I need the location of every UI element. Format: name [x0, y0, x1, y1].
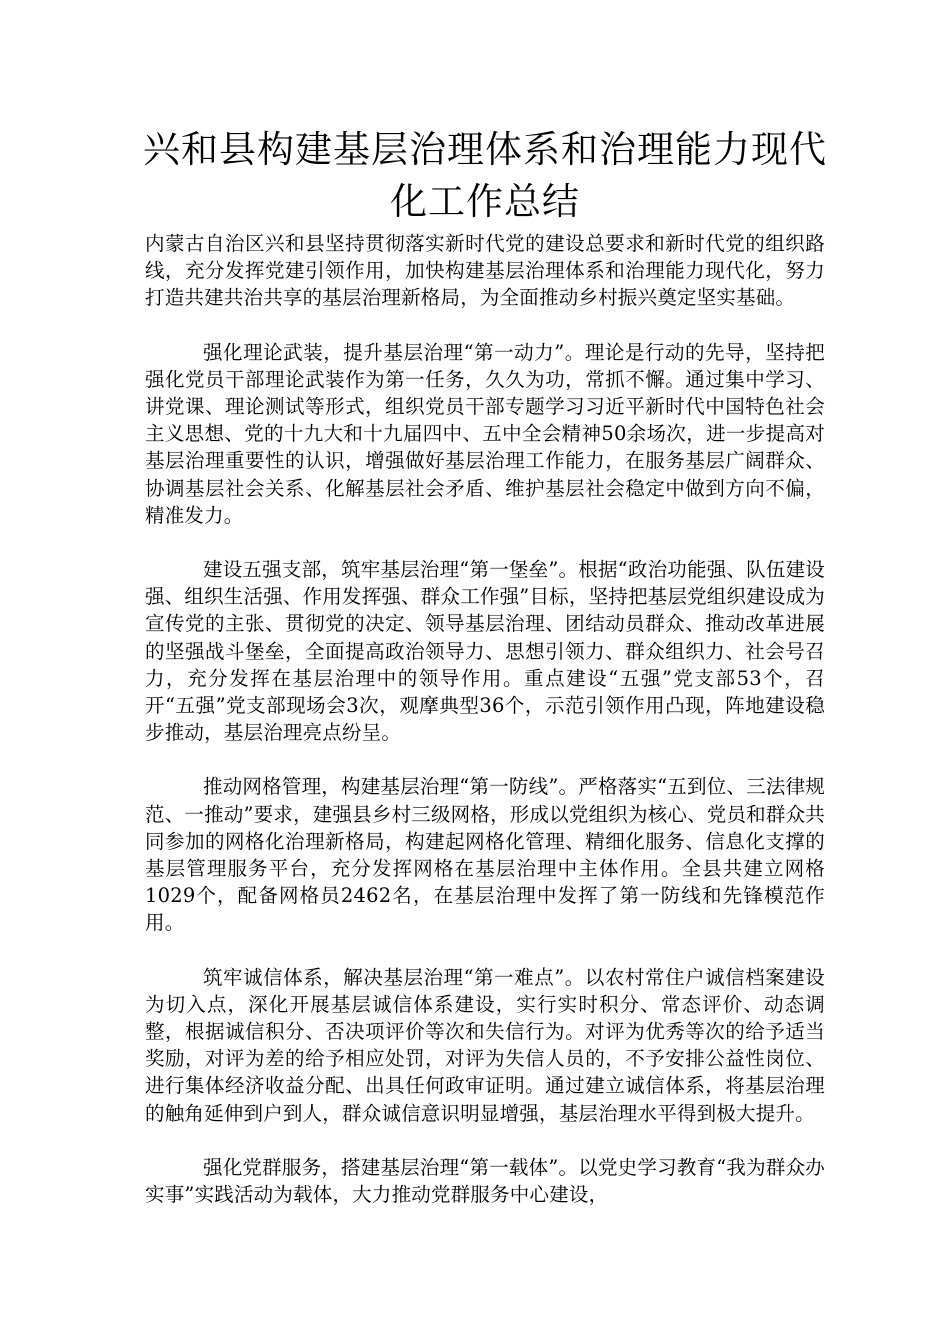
- paragraph-grid: 推动网格管理，构建基层治理“第一防线”。严格落实“五到位、三法律规范、一推动”要求，建强县乡村三级网格，形成以党组织为核心、党员和群众共同参加的网格化治理新格局，构建起网格化管理、精细化服务、信息化支撑的基层管理服务平台，充分发挥网格在基层治理中主体作用。全县共建立网格1029个，配备网格员2462名，在基层治理中发挥了第一防线和先锋模范作用。: [145, 775, 825, 935]
- paragraph-theory: 强化理论武装，提升基层治理“第一动力”。理论是行动的先导，坚持把强化党员干部理论武装作为第一任务，久久为功，常抓不懈。通过集中学习、讲党课、理论测试等形式，组织党员干部专题学习习近平新时代中国特色社会主义思想、党的十九大和十九届四中、五中全会精神50余场次，进一步提高对基层治理重要性的认识，增强做好基层治理工作能力，在服务基层广阔群众、协调基层社会关系、化解基层社会矛盾、维护基层社会稳定中做到方向不偏，精准发力。: [145, 340, 825, 527]
- paragraph-service: 强化党群服务，搭建基层治理“第一载体”。以党史学习教育“我为群众办实事”实践活动为载体，大力推动党群服务中心建设，: [145, 1155, 825, 1207]
- paragraph-credit: 筑牢诚信体系，解决基层治理“第一难点”。以农村常住户诚信档案建设为切入点，深化开展基层诚信体系建设，实行实时积分、常态评价、动态调整，根据诚信积分、否决项评价等次和失信行为。对评为优秀等次的给予适当奖励，对评为差的给予相应处罚，对评为失信人员的，不予安排公益性岗位、进行集体经济收益分配、出具任何政审证明。通过建立诚信体系，将基层治理的触角延伸到户到人，群众诚信意识明显增强，基层治理水平得到极大提升。: [145, 965, 825, 1125]
- document-title: 兴和县构建基层治理体系和治理能力现代化工作总结: [143, 128, 827, 223]
- document-page: [145, 124, 825, 1208]
- paragraph-branches: 建设五强支部，筑牢基层治理“第一堡垒”。根据“政治功能强、队伍建设强、组织生活强、作用发挥强、群众工作强”目标，坚持把基层党组织建设成为宣传党的主张、贯彻党的决定、领导基层治理、团结动员群众、推动改革进展的坚强战斗堡垒，全面提高政治领导力、思想引领力、群众组织力、社会号召力，充分发挥在基层治理中的领导作用。重点建设“五强”党支部53个，召开“五强”党支部现场会3次，观摩典型36个，示范引领作用凸现，阵地建设稳步推动，基层治理亮点纷呈。: [145, 558, 825, 745]
- lead-paragraph: 内蒙古自治区兴和县坚持贯彻落实新时代党的建设总要求和新时代党的组织路线，充分发挥党建引领作用，加快构建基层治理体系和治理能力现代化，努力打造共建共治共享的基层治理新格局，为全面推动乡村振兴奠定坚实基础。: [145, 232, 825, 310]
